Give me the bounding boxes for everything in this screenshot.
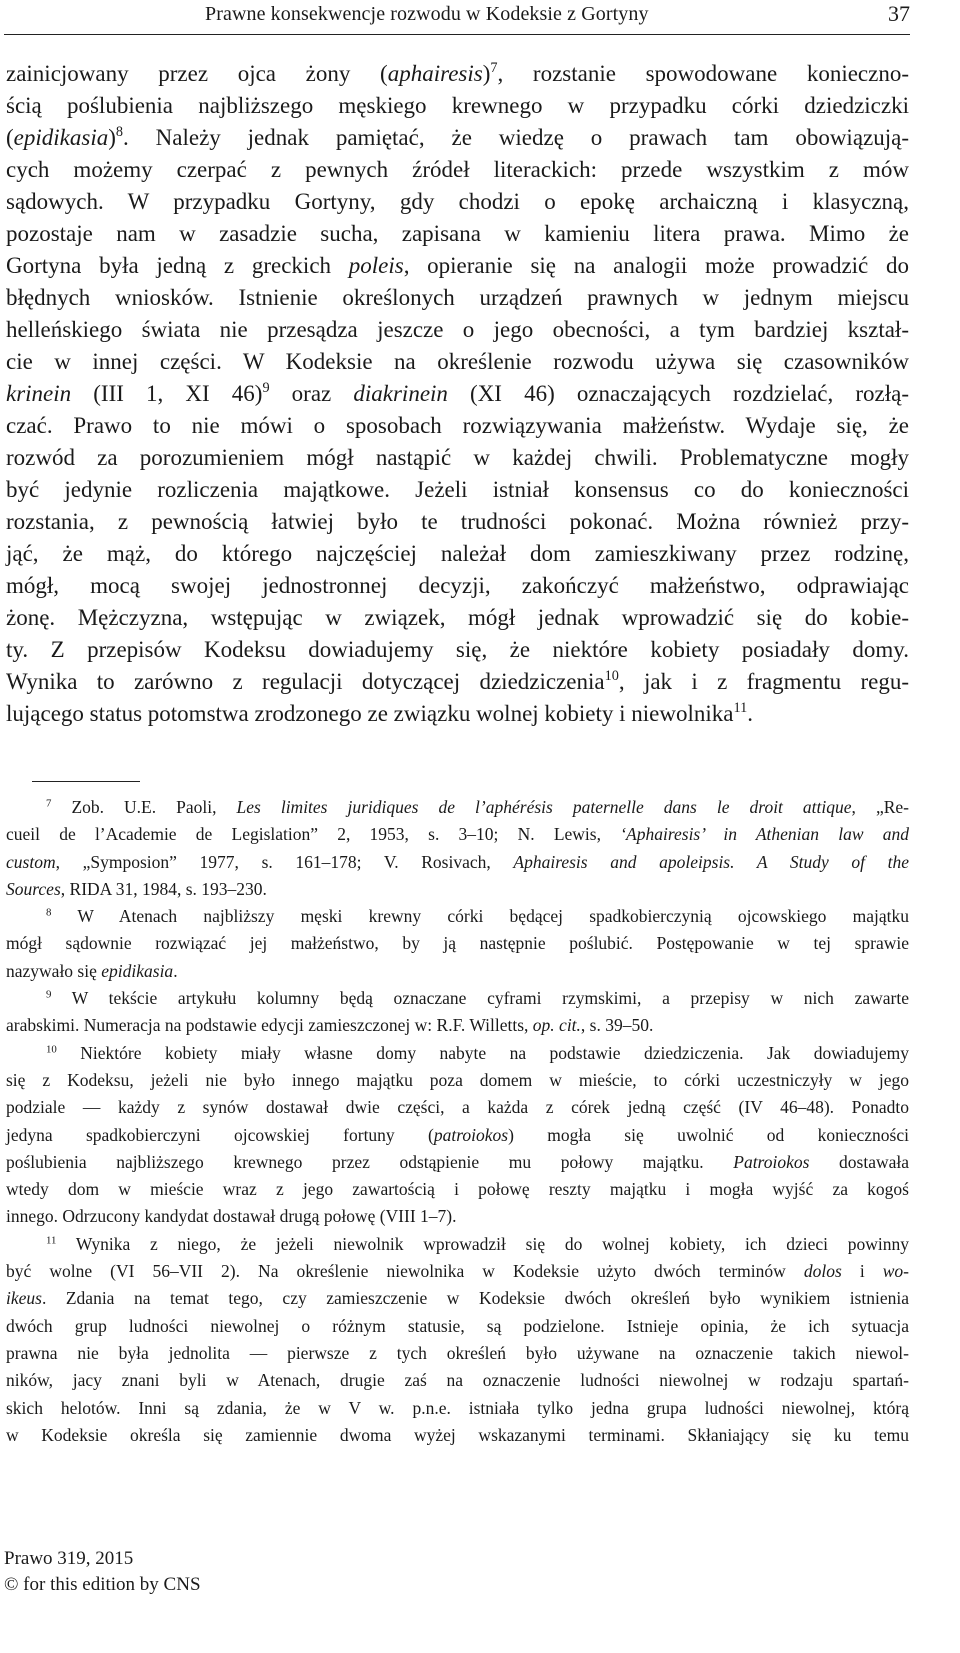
text-run: zainicjowany przez ojca żony ( — [6, 61, 388, 86]
body-text-line — [6, 122, 909, 154]
body-text-line — [6, 90, 909, 122]
text-run: . Zdania na temat tego, czy zamieszczenie w Kodeksie dwóch określeń było wynikiem istnienia — [41, 1288, 909, 1309]
footnote-line — [6, 1258, 909, 1285]
main-text — [6, 58, 909, 730]
text-run: być jedynie rozliczenia majątkowe. Jeżeli istniał konsensus co do konieczności — [6, 477, 909, 502]
body-text-line — [6, 634, 909, 666]
text-run: prawna nie była jednolita — pierwsze z tych określeń było używane na oznaczenie takich niewol- — [6, 1342, 909, 1363]
footnote-line — [6, 876, 909, 903]
body-text-line — [6, 218, 909, 250]
body-text-line — [6, 666, 909, 698]
footnote-line — [6, 1122, 909, 1149]
text-run: ników, jacy znani byli w Atenach, drugie zaś na oznaczenie ludności niewolnej w rodzaju spartań- — [6, 1370, 909, 1391]
text-run: , „Symposion” 1977, s. 161–178; V. Rosivach, — [55, 851, 514, 872]
italic-term: poleis — [348, 253, 404, 278]
text-run: dostawała — [809, 1151, 909, 1172]
footnote-line — [6, 1176, 909, 1203]
footnote-line — [6, 1231, 909, 1258]
footnote-line — [6, 1149, 909, 1176]
footnote-line — [6, 985, 909, 1012]
footnote-separator — [32, 781, 140, 782]
copyright-notice: © for this edition by CNS — [4, 1574, 201, 1595]
footnote-line — [6, 1094, 909, 1121]
italic-term: Sources — [6, 878, 61, 899]
text-run: poślubienia najbliższego krewnego przez odstąpienie mu połowy majątku. — [6, 1151, 734, 1172]
body-text-line — [6, 538, 909, 570]
text-run: arabskimi. Numeracja na podstawie edycji zamieszczonej w: R.F. Willetts, — [6, 1015, 533, 1036]
running-head: Prawne konsekwencje rozwodu w Kodeksie z Gortyny — [205, 3, 649, 25]
journal-info: Prawo 319, 2015 — [4, 1548, 134, 1569]
text-run: ) — [482, 61, 491, 86]
body-text-line — [6, 282, 909, 314]
italic-term: epidikasia — [101, 960, 174, 981]
text-run: i — [841, 1261, 883, 1282]
footnote-marker: 7 — [490, 60, 498, 77]
text-run: lującego status potomstwa zrodzonego ze związku wolnej kobiety i niewolnika — [6, 701, 734, 726]
text-run: ( — [6, 125, 14, 150]
footnote-line — [6, 1340, 909, 1367]
italic-term: aphairesis — [387, 61, 483, 86]
italic-term: epidikasia — [13, 125, 109, 150]
text-run: , „Re- — [851, 797, 909, 817]
text-run: się z Kodeksu, jeżeli nie było innego majątku poza domem w mieście, to córki uczestniczyły w jego — [6, 1069, 909, 1090]
footnote-line — [6, 1012, 909, 1039]
text-run: . — [173, 960, 178, 981]
footnote-line — [6, 1313, 909, 1340]
text-run: ty. Z przepisów Kodeksu dowiadujemy się, że niektóre kobiety posiadały domy. — [6, 637, 909, 662]
footnote-line — [6, 903, 909, 930]
text-run: W tekście artykułu kolumny będą oznaczane cyframi rzymskimi, a przepisy w nich zawarte — [51, 988, 909, 1009]
imprint — [4, 1546, 201, 1598]
italic-term: wo- — [882, 1261, 909, 1282]
body-text-line — [6, 314, 909, 346]
text-run: . Należy jednak pamiętać, że wiedzę o prawach tam obowiązują- — [123, 125, 909, 150]
text-run: Wynika to zarówno z regulacji dotyczącej dziedziczenia — [6, 669, 605, 694]
italic-term: Aphairesis and apoleipsis. A Study of the — [513, 851, 909, 872]
body-text-line — [6, 186, 909, 218]
body-text-line — [6, 410, 909, 442]
footnote-marker: 9 — [262, 380, 270, 397]
footnote-marker: 7 — [46, 797, 52, 810]
text-run: innego. Odrzucony kandydat dostawał drugą połowę (VIII 1–7). — [6, 1206, 457, 1227]
text-run: jąć, że mąż, do którego najczęściej należał dom zamieszkiwany przez rodzinę, — [6, 541, 909, 566]
body-text-line — [6, 154, 909, 186]
text-run: . — [747, 701, 753, 726]
footnote-line — [6, 1367, 909, 1394]
text-run: wtedy dom w mieście wraz z jego zawartością i połowę reszty majątku i mogła wyjść za kogoś — [6, 1179, 909, 1200]
text-run: błędnych wniosków. Istnienie określonych urządzeń prawnych w jednym miejscu — [6, 285, 909, 310]
italic-term: custom — [6, 851, 56, 872]
text-run: ścią poślubienia najbliższego męskiego krewnego w przypadku córki dziedziczki — [6, 93, 909, 118]
body-text-line — [6, 698, 909, 730]
text-run: nazywało się — [6, 960, 102, 981]
footnote-line — [6, 821, 909, 848]
text-run: cueil de l’Academie de Legislation” 2, 1953, s. 3–10; N. Lewis, — [6, 824, 621, 845]
text-run: czać. Prawo to nie mówi o sposobach rozwiązywania małżeństw. Wydaje się, że — [6, 413, 909, 438]
text-run: , opieranie się na analogii może prowadzić do — [403, 253, 909, 278]
footnote-line — [6, 794, 909, 821]
text-run: jedyna spadkobierczyni ojcowskiej fortuny ( — [6, 1124, 434, 1145]
text-run: , s. 39–50. — [580, 1015, 654, 1036]
text-run: , jak i z fragmentu regu- — [618, 669, 909, 694]
italic-term: krinein — [6, 381, 72, 406]
italic-term: op. cit. — [532, 1015, 581, 1036]
text-run: Zob. U.E. Paoli, — [51, 797, 237, 817]
italic-term: dolos — [803, 1261, 842, 1282]
footnote-line — [6, 930, 909, 957]
text-run: w Kodeksie określa się zamiennie dwoma wyżej wskazanymi terminami. Skłaniający się ku temu — [6, 1424, 909, 1445]
text-run: cych możemy czerpać z pewnych źródeł literackich: przede wszystkim z mów — [6, 157, 909, 182]
page-number: 37 — [888, 1, 910, 26]
text-run: (XI 46) oznaczających rozdzielać, rozłą- — [447, 381, 909, 406]
footnote-line — [6, 849, 909, 876]
body-text-line — [6, 378, 909, 410]
body-text-line — [6, 570, 909, 602]
italic-term: patroiokos — [433, 1124, 509, 1145]
footnote-line — [6, 1395, 909, 1422]
text-run: ) — [108, 125, 116, 150]
text-run: być wolne (VI 56–VII 2). Na określenie niewolnika w Kodeksie użyto dwóch terminów — [6, 1261, 804, 1282]
text-run: mógł sądownie rozwiązać jej małżeństwo, by ją następnie poślubić. Postępowanie w tej sprawie — [6, 933, 909, 954]
italic-term: ikeus — [6, 1288, 42, 1309]
footnote-line — [6, 1067, 909, 1094]
page-header — [0, 0, 910, 36]
text-run: Wynika z niego, że jeżeli niewolnik wprowadził się do wolnej kobiety, ich dzieci powinny — [56, 1233, 909, 1254]
text-run: żonę. Mężczyzna, wstępując w związek, mógł jednak wprowadzić się do kobie- — [6, 605, 909, 630]
italic-term: ‘Aphairesis’ in Athenian law and — [620, 824, 909, 845]
footnote-marker: 11 — [733, 700, 748, 717]
text-run: mógł, mocą swojej jednostronnej decyzji, zakończyć małżeństwo, odprawiając — [6, 573, 909, 598]
footnote-line — [6, 958, 909, 985]
italic-term: Patroiokos — [733, 1151, 810, 1172]
italic-term: diakrinein — [353, 381, 448, 406]
footnote-marker: 10 — [604, 668, 619, 685]
footnote-marker: 8 — [46, 906, 52, 919]
text-run: dwóch grup ludności niewolnej o różnym statusie, są podzielone. Istnieje opinia, że ich sytuacja — [6, 1315, 909, 1336]
footnote-line — [6, 1422, 909, 1449]
text-run: helleńskiego świata nie przesądza jeszcze o jego obecności, a tym bardziej kształ- — [6, 317, 909, 342]
body-text-line — [6, 250, 909, 282]
footnote-marker: 10 — [46, 1042, 57, 1055]
text-run: oraz — [269, 381, 354, 406]
body-text-line — [6, 474, 909, 506]
footnote-line — [6, 1203, 909, 1230]
footnote-line — [6, 1040, 909, 1067]
footnote-line — [6, 1285, 909, 1312]
text-run: , rozstanie spowodowane konieczno- — [497, 61, 909, 86]
body-text-line — [6, 442, 909, 474]
header-rule — [4, 34, 910, 35]
footnote-marker: 11 — [46, 1234, 57, 1247]
body-text-line — [6, 602, 909, 634]
footnotes — [6, 794, 909, 1449]
text-run: W Atenach najbliższy męski krewny córki będącej spadkobierczynią ojcowskiego majątku — [51, 906, 909, 927]
body-text-line — [6, 58, 909, 90]
text-run: skich helotów. Inni są zdania, że w V w. p.n.e. istniała tylko jedna grupa ludności niewolnej, którą — [6, 1397, 909, 1418]
body-text-line — [6, 346, 909, 378]
italic-term: Les limites juridiques de l’aphérésis paternelle dans le droit attique — [236, 797, 852, 817]
text-run: Gortyna była jedną z greckich — [6, 253, 349, 278]
text-run: ) mogła się uwolnić od konieczności — [508, 1124, 909, 1145]
text-run: rozstania, z pewnością łatwiej było te trudności pokonać. Można również przy- — [6, 509, 909, 534]
text-run: pozostaje nam w zasadzie sucha, zapisana w kamieniu litera prawa. Mimo że — [6, 221, 909, 246]
footnote-marker: 8 — [115, 124, 124, 141]
footnote-marker: 9 — [46, 988, 52, 1001]
text-run: cie w innej części. W Kodeksie na określenie rozwodu używa się czasowników — [6, 349, 909, 374]
text-run: sądowych. W przypadku Gortyny, gdy chodzi o epokę archaiczną i klasyczną, — [6, 189, 909, 214]
body-text-line — [6, 506, 909, 538]
text-run: rozwód za porozumieniem mógł nastąpić w każdej chwili. Problematyczne mogły — [6, 445, 909, 470]
text-run: , RIDA 31, 1984, s. 193–230. — [60, 878, 267, 899]
text-run: podziale — każdy z synów dostawał dwie części, a każda z córek jedną część (IV 46–48). Ponadto — [6, 1097, 909, 1118]
text-run: Niektóre kobiety miały własne domy nabyte na podstawie dziedziczenia. Jak dowiadujemy — [56, 1042, 909, 1063]
text-run: (III 1, XI 46) — [71, 381, 263, 406]
